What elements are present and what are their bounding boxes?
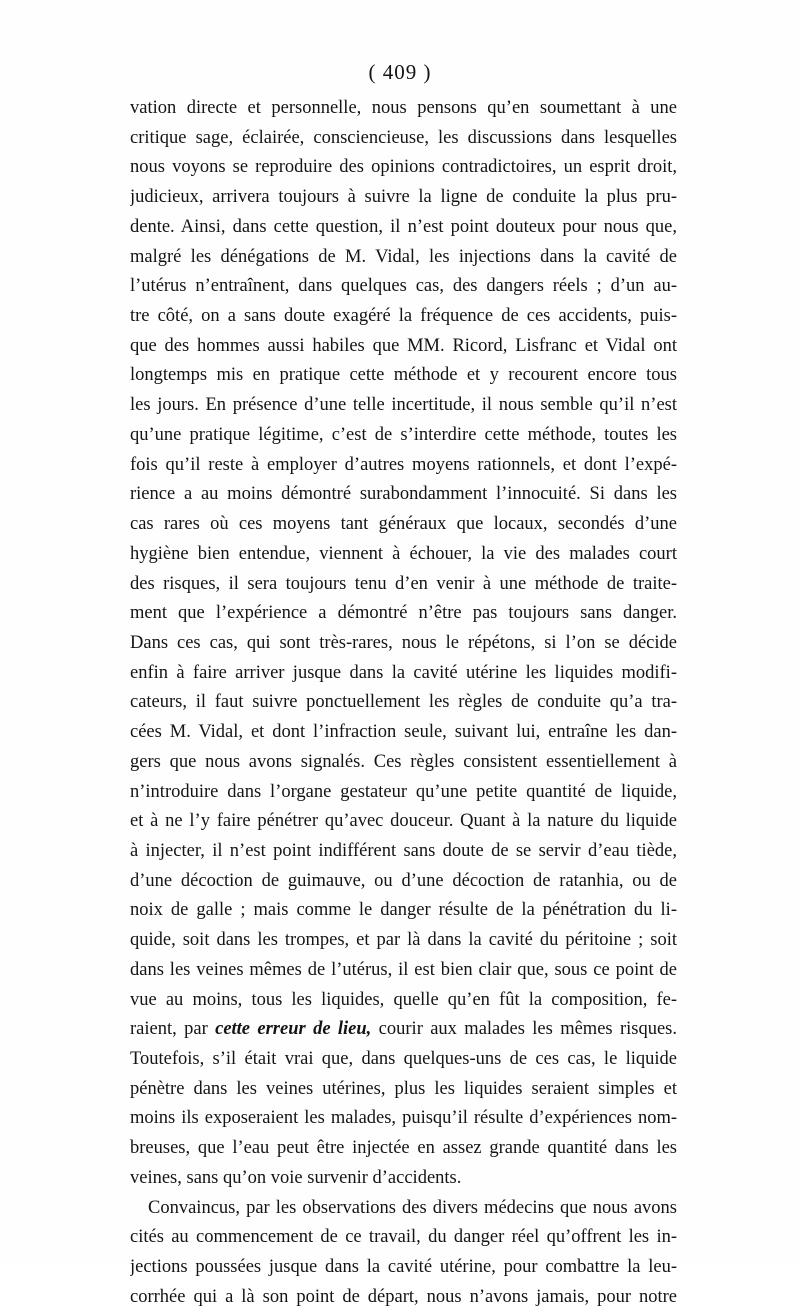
text-line: et à ne l’y faire pénétrer qu’avec douceur. Quant à la nature du liquide xyxy=(130,811,677,832)
text-line: breuses, que l’eau peut être injectée en assez grande quantité dans les xyxy=(130,1138,677,1159)
text-line: Dans ces cas, qui sont très-rares, nous le répétons, si l’on se décide xyxy=(130,632,677,653)
text-line: hygiène bien entendue, viennent à échouer, la vie des malades court xyxy=(130,543,677,564)
text-line: dans les veines mêmes de l’utérus, il est bien clair que, sous ce point de xyxy=(130,959,677,980)
text-line: Toutefois, s’il était vrai que, dans quelques-uns de ces cas, le liquide xyxy=(130,1049,677,1069)
text-line: vue au moins, tous les liquides, quelle qu’en fût la composition, fe- xyxy=(130,989,677,1010)
page-number: ( 409 ) xyxy=(368,60,432,84)
text-line: tre côté, on a sans doute exagéré la fréquence de ces accidents, puis- xyxy=(130,306,677,327)
text-line: jections poussées jusque dans la cavité utérine, pour combattre la leu- xyxy=(130,1257,677,1278)
text-line: critique sage, éclairée, consciencieuse, les discussions dans lesquelles xyxy=(130,127,677,148)
text-line: rience a au moins démontré surabondamment l’innocuité. Si dans les xyxy=(130,484,677,505)
text-line: cateurs, il faut suivre ponctuellement les règles de conduite qu’a tra- xyxy=(130,692,677,713)
text-line: gers que nous avons signalés. Ces règles consistent essentiellement à xyxy=(130,751,677,772)
text-line: n’introduire dans l’organe gestateur qu’une petite quantité de liquide, xyxy=(130,781,677,802)
body-text xyxy=(130,94,677,1312)
text-line: l’utérus n’entraînent, dans quelques cas, des dangers réels ; d’un au- xyxy=(130,276,677,297)
text-line: judicieux, arrivera toujours à suivre la ligne de conduite la plus pru- xyxy=(130,187,677,208)
text-line: d’une décoction de guimauve, ou d’une décoction de ratanhia, ou de xyxy=(130,870,677,891)
emphasized-text: cette erreur de lieu, xyxy=(215,1019,372,1040)
text-line: malgré les dénégations de M. Vidal, les injections dans la cavité de xyxy=(130,246,677,267)
text-line: cas rares où ces moyens tant généraux que locaux, secondés d’une xyxy=(130,514,677,535)
text-line: pénètre dans les veines utérines, plus les liquides seraient simples et xyxy=(130,1078,677,1099)
text-line: à injecter, il n’est point indifférent sans doute de se servir d’eau tiède, xyxy=(130,840,677,861)
text-line: fois qu’il reste à employer d’autres moyens rationnels, et dont l’expé- xyxy=(130,454,677,475)
text-line: ment que l’expérience a démontré n’être pas toujours sans danger. xyxy=(130,603,677,624)
text-line: qu’une pratique légitime, c’est de s’interdire cette méthode, toutes les xyxy=(130,424,677,445)
text-line: vation directe et personnelle, nous pensons qu’en soumettant à une xyxy=(130,98,677,118)
text-line: corrhée qui a là son point de départ, nous n’avons jamais, pour notre xyxy=(130,1286,677,1307)
text-line: des risques, il sera toujours tenu d’en venir à une méthode de traite- xyxy=(130,573,677,594)
text-line: que des hommes aussi habiles que MM. Ricord, Lisfranc et Vidal ont xyxy=(130,335,677,356)
text-line: dente. Ainsi, dans cette question, il n’est point douteux pour nous que, xyxy=(130,216,677,237)
text-line: moins ils exposeraient les malades, puisqu’il résulte d’expériences nom- xyxy=(130,1108,677,1129)
text-line: raient, par cette erreur de lieu, courir aux malades les mêmes risques. xyxy=(130,1019,677,1040)
text-line: nous voyons se reproduire des opinions contradictoires, un esprit droit, xyxy=(130,157,677,178)
text-line: longtemps mis en pratique cette méthode et y recourent encore tous xyxy=(130,365,677,386)
text-line: noix de galle ; mais comme le danger résulte de la pénétration du li- xyxy=(130,900,677,921)
text-line: Convaincus, par les observations des divers médecins que nous avons xyxy=(148,1197,677,1218)
text-line: enfin à faire arriver jusque dans la cavité utérine les liquides modifi- xyxy=(130,662,677,683)
text-line: les jours. En présence d’une telle incertitude, il nous semble qu’il n’est xyxy=(130,395,677,416)
text-line: cités au commencement de ce travail, du danger réel qu’offrent les in- xyxy=(130,1227,677,1248)
text-line: cées M. Vidal, et dont l’infraction seule, suivant lui, entraîne les dan- xyxy=(130,722,677,743)
text-line: quide, soit dans les trompes, et par là dans la cavité du péritoine ; soit xyxy=(130,930,677,951)
text-line: veines, sans qu’on voie survenir d’accidents. xyxy=(130,1167,462,1188)
